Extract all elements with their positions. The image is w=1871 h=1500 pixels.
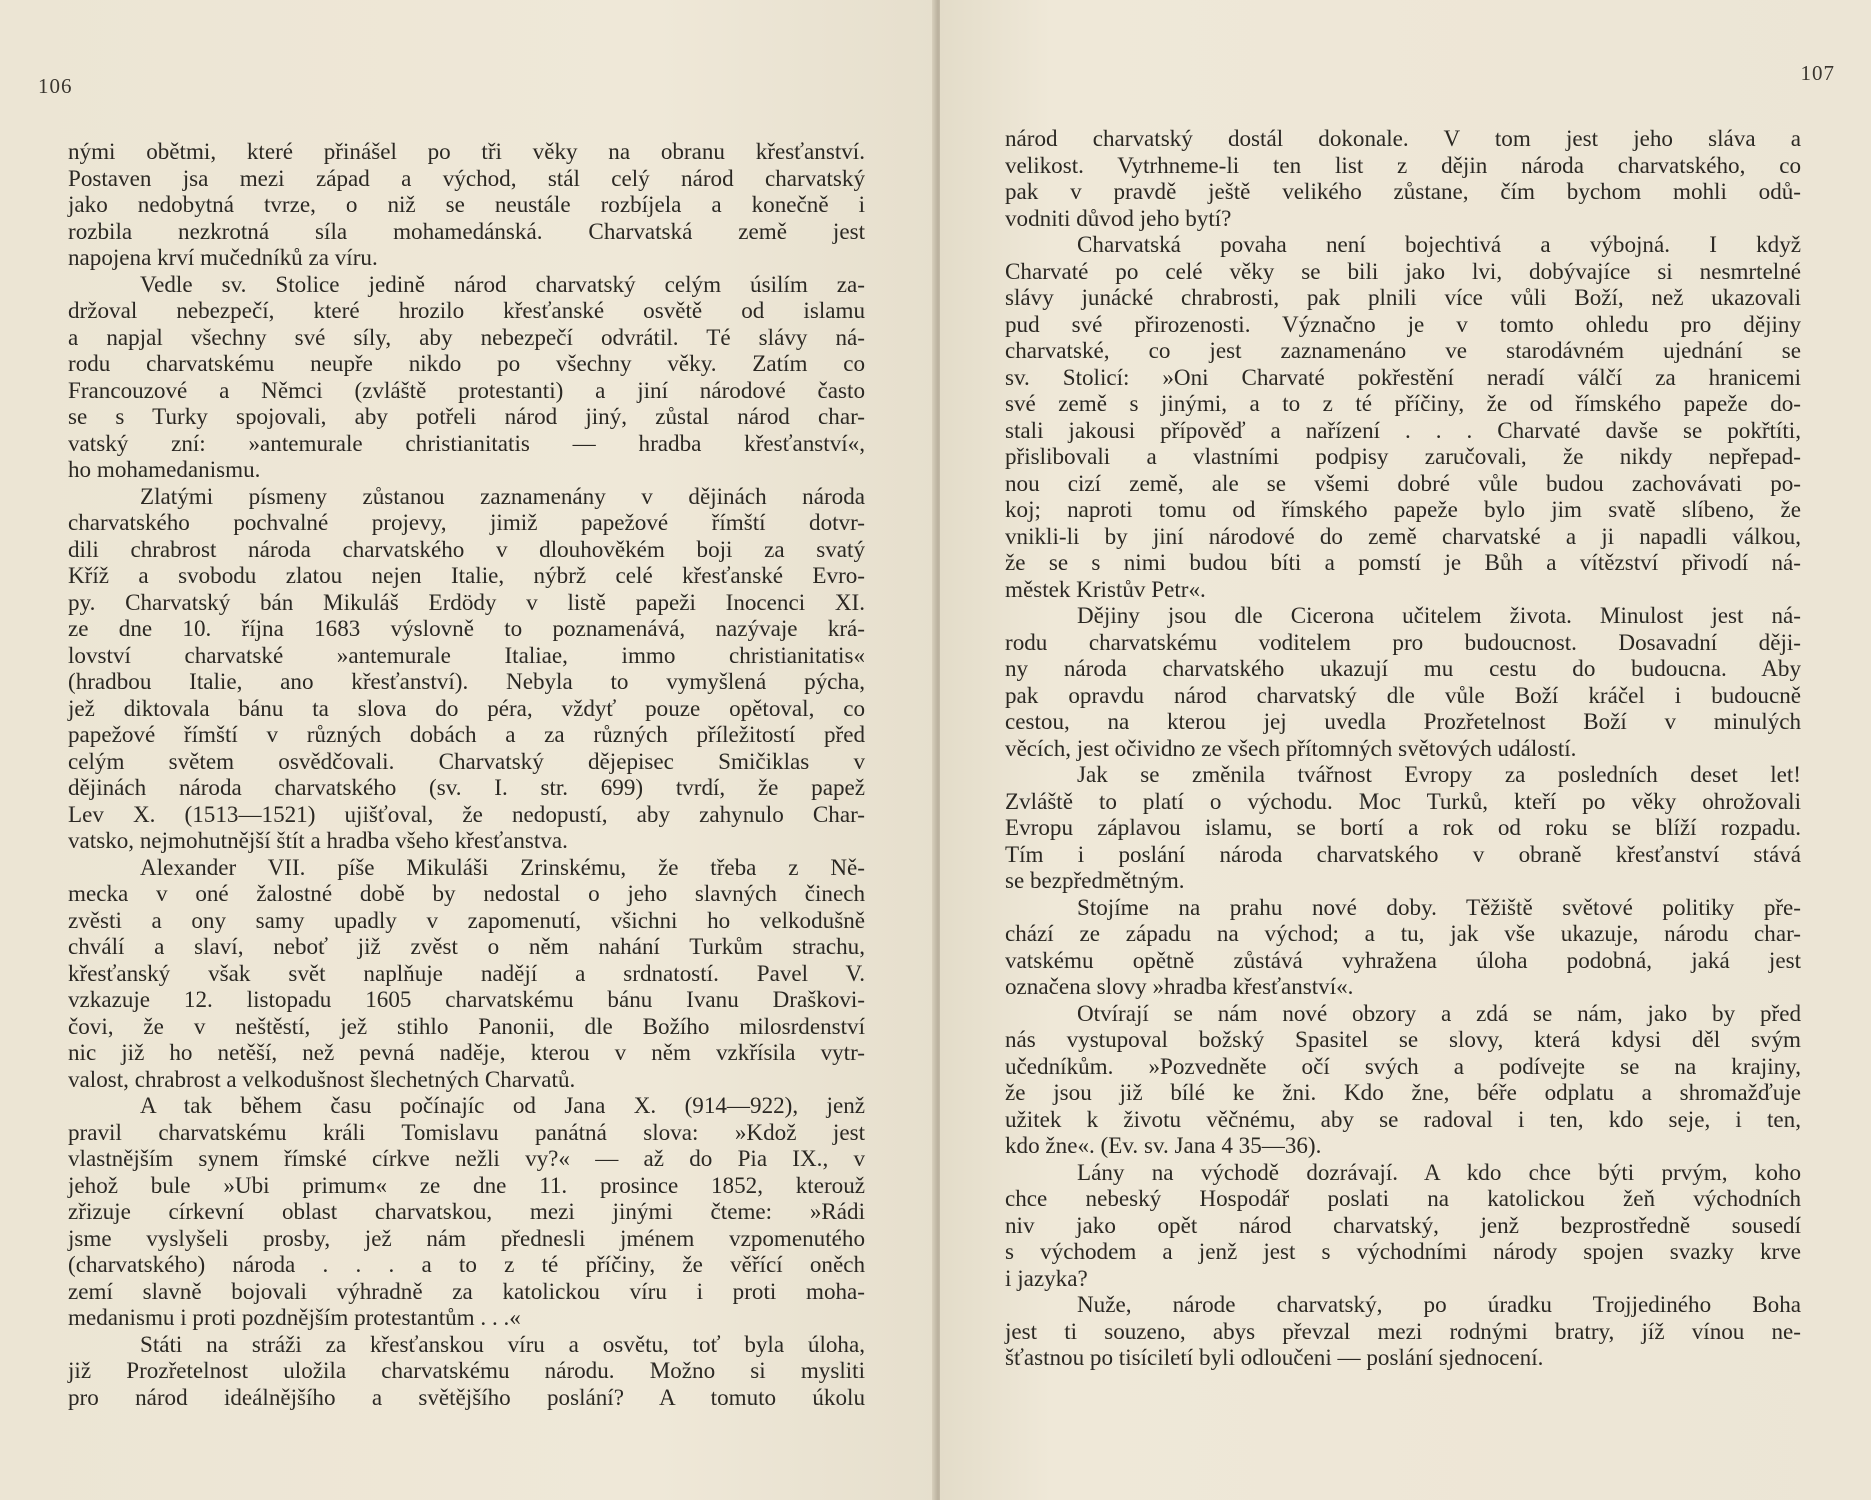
text-line: jest ti souzeno, abys převzal mezi rodnými bratry, jíž vínou ne- (1005, 1317, 1801, 1344)
page-number: 107 (1800, 61, 1835, 85)
text-line: ho mohamedanismu. (68, 456, 261, 482)
text-line: charvatského pochvalné projevy, jimiž papežové římští dotvr- (68, 509, 865, 535)
text-line: Dějiny jsou dle Cicerona učitelem života. Minulost jest ná- (1077, 602, 1801, 628)
text-line: pud své přirozenosti. Význačno je v tomto ohledu pro dějiny (1005, 310, 1801, 337)
text-line: Zlatými písmeny zůstanou zaznamenány v dějinách národa (140, 482, 865, 509)
text-line: že se s nimi budou bíti a pomstí je Bůh a vítězství přivodí ná- (1005, 549, 1801, 575)
text-line: nými obětmi, které přinášel po tři věky na obranu křesťanství. (68, 138, 865, 164)
text-line: své země s jinými, a to z té příčiny, že od římského papeže do- (1005, 390, 1801, 416)
text-line: Státi na stráži za křesťanskou víru a osvětu, toť byla úloha, (140, 1330, 865, 1357)
text-line: rozbila nezkrotná síla mohamedánská. Charvatská země jest (68, 217, 865, 244)
right-page (940, 0, 1871, 1500)
text-line: pravil charvatskému králi Tomislavu panátná slova: »Kdož jest (68, 1118, 865, 1145)
page-number: 106 (38, 74, 73, 98)
text-line: rodu charvatskému neupře nikdo po všechny věky. Zatím co (68, 350, 865, 376)
text-line: koj; naproti tomu od římského papeže bylo jim svatě slíbeno, že (1005, 496, 1801, 522)
text-line: vatsko, nejmohutnější štít a hradba všeho křesťanstva. (68, 827, 568, 853)
text-line: Kříž a svobodu zlatou nejen Italie, nýbrž celé křesťanské Evro- (68, 562, 865, 588)
text-line: držoval nebezpečí, které hrozilo křesťanské osvětě od islamu (68, 297, 865, 323)
text-line: dili chrabrost národa charvatského v dlouhověkém boji za svatý (68, 535, 865, 562)
text-line: Vedle sv. Stolice jedině národ charvatský celým úsilím za- (140, 270, 865, 297)
text-line: již Prozřetelnost uložila charvatskému národu. Možno si mysliti (68, 1357, 865, 1383)
text-line: valost, chrabrost a velkodušnost šlechetných Charvatů. (68, 1065, 576, 1092)
text-line: py. Charvatský bán Mikuláš Erdödy v listě papeži Inocenci XI. (68, 588, 865, 615)
text-line: Evropu záplavou islamu, se bortí a rok od roku se blíží rozpadu. (1005, 814, 1801, 840)
text-line: chce nebeský Hospodář poslati na katolickou žeň východních (1005, 1185, 1801, 1211)
text-line: (hradbou Italie, ano křesťanství). Nebyla to vymyšlená pýcha, (68, 668, 865, 694)
text-line: papežové římští v různých dobách a za různých příležitostí před (68, 721, 865, 747)
text-line: s východem a jenž jest s východními národy spojen svazky krve (1005, 1238, 1801, 1264)
text-line: vnikli-li by jiní národové do země charvatské a ji napadli válkou, (1005, 522, 1801, 549)
text-line: jsme vyslyšeli prosby, jež nám přednesli jménem vzpomenutého (68, 1224, 865, 1251)
text-line: Jak se změnila tvářnost Evropy za posledních deset let! (1077, 761, 1801, 787)
text-line: pro národ ideálnějšího a světějšího poslání? A tomuto úkolu (68, 1383, 865, 1410)
text-line: Lev X. (1513—1521) ujišťoval, že nedopustí, aby zahynulo Char- (68, 800, 865, 827)
text-line: chválí a slaví, neboť již zvěst o něm nahání Turkům strachu, (68, 933, 865, 959)
text-line: šťastnou po tisíciletí byli odloučeni — poslání sjednocení. (1005, 1344, 1544, 1370)
text-line: celým světem osvědčovali. Charvatský dějepisec Smičiklas v (68, 747, 865, 774)
text-line: přislibovali a vlastními podpisy zaručovali, že nikdy nepřepad- (1005, 443, 1801, 469)
text-line: ze dne 10. října 1683 výslovně to poznamenává, nazývaje krá- (68, 615, 865, 641)
text-line: pak opravdu národ charvatský dle vůle Boží kráčel i budoucně (1005, 681, 1801, 708)
text-line: i jazyka? (1005, 1264, 1088, 1291)
text-line: pak v pravdě ještě velikého zůstane, čím bychom mohli odů- (1005, 178, 1801, 204)
text-line: Alexander VII. píše Mikuláši Zrinskému, že třeba z Ně- (140, 853, 865, 880)
text-line: (charvatského) národa . . . a to z té příčiny, že věřící oněch (68, 1251, 865, 1277)
text-line: charvatské, co jest zaznamenáno ve starodávném ujednání se (1005, 337, 1801, 363)
text-line: Postaven jsa mezi západ a východ, stál celý národ charvatský (68, 164, 865, 191)
text-line: velikost. Vytrhneme-li ten list z dějin národa charvatského, co (1005, 151, 1801, 178)
text-line: Zvláště to platí o východu. Moc Turků, kteří po věky ohrožovali (1005, 787, 1801, 814)
text-line: věcích, jest očividno ze všech přítomných světových událostí. (1005, 734, 1577, 761)
text-line: jako nedobytná tvrze, o niž se neustále rozbíjela a konečně i (68, 191, 865, 217)
text-line: napojena krví mučedníků za víru. (68, 244, 378, 270)
text-line: jehož bule »Ubi primum« ze dne 11. prosince 1852, kterouž (68, 1171, 865, 1198)
text-line: národ charvatský dostál dokonale. V tom jest jeho sláva a (1005, 125, 1801, 151)
text-line: užitek k životu věčnému, aby se radoval i ten, kdo seje, i ten, (1005, 1105, 1801, 1132)
text-line: vodniti důvod jeho bytí? (1005, 204, 1232, 231)
text-line: zvěsti a ony samy upadly v zapomenutí, všichni ho velkodušně (68, 906, 865, 933)
text-line: vlastnějším synem římské církve nežli vy?« — až do Pia IX., v (68, 1145, 865, 1171)
text-line: Tím i poslání národa charvatského v obraně křesťanství stává (1005, 840, 1801, 867)
text-line: a napjal všechny své síly, aby nebezpečí odvrátil. Té slávy ná- (68, 323, 865, 350)
text-line: dějinách národa charvatského (sv. I. str. 699) tvrdí, že papež (68, 774, 865, 800)
text-line: Charvaté po celé věky se bili jako lvi, dobývajíce si nesmrtelné (1005, 257, 1801, 284)
text-line: se s Turky spojovali, aby potřeli národ jiný, zůstal národ char- (68, 403, 865, 429)
text-line: mecka v oné žalostné době by nedostal o jeho slavných činech (68, 880, 865, 906)
text-line: niv jako opět národ charvatský, jenž bezprostředně sousedí (1005, 1211, 1801, 1238)
text-line: Otvírají se nám nové obzory a zdá se nám, jako by před (1077, 999, 1801, 1026)
text-line: Charvatská povaha není bojechtivá a výbojná. I když (1077, 231, 1801, 257)
text-line: Lány na východě dozrávají. A kdo chce býti prvým, koho (1077, 1158, 1801, 1185)
text-line: zemí slavně bojovali výhradně za katolickou víru i proti moha- (68, 1277, 865, 1304)
text-line: vzkazuje 12. listopadu 1605 charvatskému bánu Ivanu Draškovi- (68, 986, 865, 1012)
text-line: kdo žne«. (Ev. sv. Jana 4 35—36). (1005, 1132, 1322, 1158)
text-line: označena slovy »hradba křesťanství«. (1005, 973, 1354, 999)
page-text (1005, 125, 1801, 1371)
text-line: Stojíme na prahu nové doby. Těžiště světové politiky pře- (1077, 893, 1801, 920)
text-line: městek Kristův Petr«. (1005, 575, 1206, 602)
text-line: čovi, že v neštěstí, jež stihlo Panonii, dle Božího milosrdenství (68, 1012, 865, 1039)
text-line: že jsou již bílé ke žni. Kdo žne, béře odplatu a shromažďuje (1005, 1079, 1801, 1105)
text-line: nic již ho netěší, než pevná naděje, kterou v něm vzkřísila vytr- (68, 1039, 865, 1065)
text-line: křesťanský však svět naplňuje nadějí a srdnatostí. Pavel V. (68, 959, 865, 986)
text-line: nou cizí země, ale se všemi dobré vůle budou zachovávati po- (1005, 469, 1801, 496)
text-line: nás vystupoval božský Spasitel se slovy, která kdysi děl svým (1005, 1026, 1801, 1052)
text-line: jež diktovala bánu ta slova do péra, vždyť pouze opětoval, co (68, 694, 865, 721)
text-line: rodu charvatskému voditelem pro budoucnost. Dosavadní ději- (1005, 628, 1801, 655)
page-text (68, 138, 865, 1410)
text-line: stali jakousi přípověď a nařízení . . . Charvaté davše se pokřtíti, (1005, 416, 1801, 443)
text-line: sv. Stolicí: »Oni Charvaté pokřestění neradí válčí za hranicemi (1005, 363, 1801, 390)
text-line: zřizuje církevní oblast charvatskou, mezi jinými čteme: »Rádi (68, 1198, 865, 1224)
text-line: slávy junácké chrabrosti, pak plnili více vůli Boží, než ukazovali (1005, 284, 1801, 310)
text-line: se bezpředmětným. (1005, 867, 1185, 893)
text-line: lovství charvatské »antemurale Italiae, immo christianitatis« (68, 641, 865, 668)
text-line: vatský zní: »antemurale christianitatis — hradba křesťanství«, (68, 429, 865, 456)
text-line: vatskému opětně zůstává vyhražena úloha podobná, jaká jest (1005, 946, 1801, 973)
text-line: chází ze západu na východ; a tu, jak vše ukazuje, národu char- (1005, 920, 1801, 946)
text-line: Francouzové a Němci (zvláště protestanti) a jiní národové často (68, 376, 865, 403)
text-line: A tak během času počínajíc od Jana X. (914—922), jenž (140, 1092, 865, 1118)
text-line: medanismu i proti pozdnějším protestantům . . .« (68, 1304, 521, 1330)
text-line: cestou, na kterou jej uvedla Prozřetelnost Boží v minulých (1005, 708, 1801, 734)
text-line: učedníkům. »Pozvedněte očí svých a podívejte se na krajiny, (1005, 1052, 1801, 1079)
text-line: Nuže, národe charvatský, po úradku Trojjediného Boha (1077, 1291, 1801, 1317)
text-line: ny národa charvatského ukazují mu cestu do budoucna. Aby (1005, 655, 1801, 681)
